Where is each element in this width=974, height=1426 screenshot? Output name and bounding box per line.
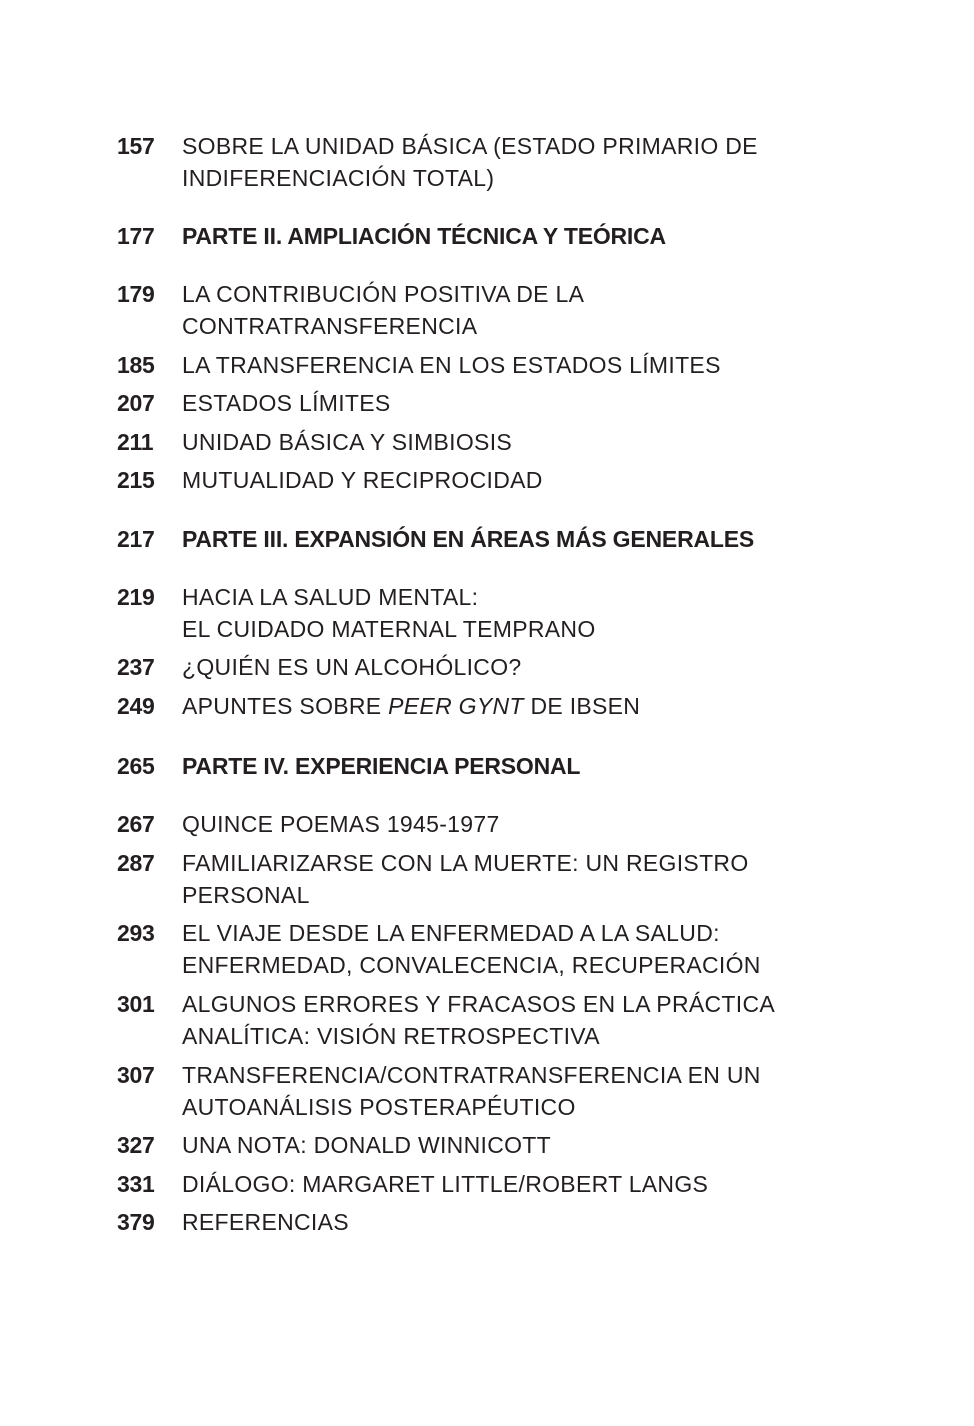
part-title	[182, 523, 822, 555]
entry-title	[182, 847, 822, 911]
entry-title	[182, 651, 822, 683]
entry-title	[182, 349, 822, 381]
entry-title-text: APUNTES SOBRE	[182, 693, 389, 719]
page-number: 219	[117, 584, 155, 610]
entry-title	[182, 387, 822, 419]
page-number: 249	[117, 693, 155, 719]
entry-title-line: FAMILIARIZARSE CON LA MUERTE: UN REGISTRO	[182, 850, 749, 876]
page-number: 179	[117, 281, 155, 307]
entry-title-line: REFERENCIAS	[182, 1209, 349, 1235]
entry-title-line: HACIA LA SALUD MENTAL:	[182, 584, 479, 610]
entry-title-line: PARTE II. AMPLIACIÓN TÉCNICA Y TEÓRICA	[182, 223, 666, 249]
page-number: 215	[117, 467, 155, 493]
entry-title	[182, 690, 822, 722]
entry-title-line: UNA NOTA: DONALD WINNICOTT	[182, 1132, 551, 1158]
entry-title	[182, 917, 822, 981]
page-number: 217	[117, 526, 155, 552]
page-number: 177	[117, 223, 155, 249]
page-number: 331	[117, 1171, 155, 1197]
entry-title-line: MUTUALIDAD Y RECIPROCIDAD	[182, 467, 543, 493]
page-number: 265	[117, 753, 155, 779]
entry-title-text: DE IBSEN	[523, 693, 641, 719]
entry-title-line: SOBRE LA UNIDAD BÁSICA (ESTADO PRIMARIO DE	[182, 133, 758, 159]
entry-title	[182, 1059, 822, 1123]
entry-title	[182, 464, 822, 496]
entry-title	[182, 426, 822, 458]
entry-title-line: EL VIAJE DESDE LA ENFERMEDAD A LA SALUD:	[182, 920, 720, 946]
entry-title-line: ANALÍTICA: VISIÓN RETROSPECTIVA	[182, 1023, 600, 1049]
page-number: 237	[117, 654, 155, 680]
page-number: 307	[117, 1062, 155, 1088]
part-title	[182, 750, 822, 782]
entry-title	[182, 1206, 822, 1238]
entry-title	[182, 808, 822, 840]
page-number: 157	[117, 133, 155, 159]
entry-title-line: ESTADOS LÍMITES	[182, 390, 391, 416]
entry-title-line: UNIDAD BÁSICA Y SIMBIOSIS	[182, 429, 513, 455]
entry-title-line: DIÁLOGO: MARGARET LITTLE/ROBERT LANGS	[182, 1171, 709, 1197]
entry-title-line: PARTE III. EXPANSIÓN EN ÁREAS MÁS GENERALES	[182, 526, 755, 552]
entry-title	[182, 1168, 822, 1200]
entry-title-line: INDIFERENCIACIÓN TOTAL)	[182, 165, 495, 191]
page-number: 207	[117, 390, 155, 416]
page-number: 327	[117, 1132, 155, 1158]
entry-title-line	[182, 690, 822, 722]
page-number: 301	[117, 991, 155, 1017]
entry-title	[182, 581, 822, 645]
entry-title-line: ALGUNOS ERRORES Y FRACASOS EN LA PRÁCTICA	[182, 991, 775, 1017]
entry-title-line: EL CUIDADO MATERNAL TEMPRANO	[182, 616, 596, 642]
entry-title-line: QUINCE POEMAS 1945-1977	[182, 811, 500, 837]
part-title	[182, 220, 822, 252]
entry-title-line: PERSONAL	[182, 882, 310, 908]
entry-title	[182, 278, 822, 342]
entry-title	[182, 130, 822, 194]
entry-title	[182, 988, 822, 1052]
page-number: 287	[117, 850, 155, 876]
entry-title-line: ¿QUIÉN ES UN ALCOHÓLICO?	[182, 654, 522, 680]
entry-title-line: LA CONTRIBUCIÓN POSITIVA DE LA	[182, 281, 585, 307]
entry-title-line: ENFERMEDAD, CONVALECENCIA, RECUPERACIÓN	[182, 952, 761, 978]
page-number: 293	[117, 920, 155, 946]
entry-title-line: LA TRANSFERENCIA EN LOS ESTADOS LÍMITES	[182, 352, 721, 378]
entry-title-italic: PEER GYNT	[388, 693, 524, 719]
entry-title-line: AUTOANÁLISIS POSTERAPÉUTICO	[182, 1094, 576, 1120]
page-number: 267	[117, 811, 155, 837]
entry-title-line: PARTE IV. EXPERIENCIA PERSONAL	[182, 753, 581, 779]
entry-title	[182, 1129, 822, 1161]
page-number: 379	[117, 1209, 155, 1235]
page-number: 211	[117, 429, 154, 455]
entry-title-line: TRANSFERENCIA/CONTRATRANSFERENCIA EN UN	[182, 1062, 761, 1088]
entry-title-line: CONTRATRANSFERENCIA	[182, 313, 478, 339]
page-number: 185	[117, 352, 155, 378]
